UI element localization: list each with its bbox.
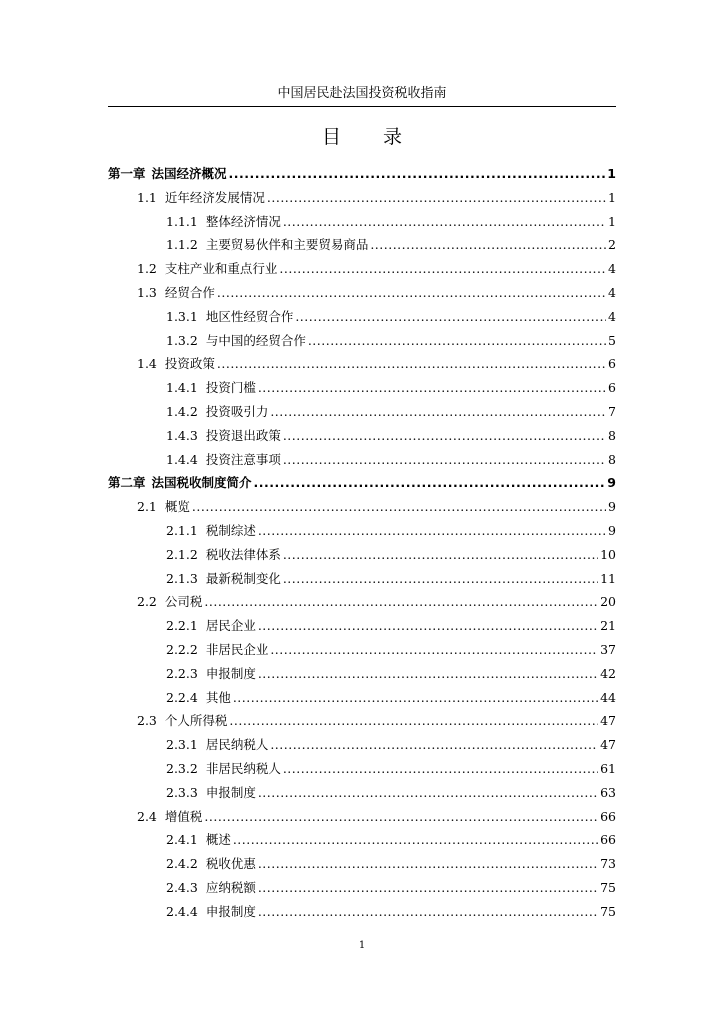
toc-entry-number: 2.3.3 <box>166 784 198 800</box>
toc-dot-leader <box>370 233 606 257</box>
toc-dot-leader <box>270 638 598 662</box>
toc-dot-leader <box>270 733 598 757</box>
toc-entry[interactable] <box>108 281 616 305</box>
toc-dot-leader <box>258 781 598 805</box>
toc-entry-number: 2.4 <box>137 808 157 824</box>
toc-entry[interactable] <box>108 543 616 567</box>
toc-entry-title: 应纳税额 <box>205 879 256 895</box>
toc-entry-page: 37 <box>600 641 616 657</box>
toc-entry-number: 1.3.2 <box>166 332 198 348</box>
toc-dot-leader <box>258 876 598 900</box>
toc-dot-leader <box>258 852 598 876</box>
toc-entry-page: 75 <box>600 903 616 919</box>
toc-entry[interactable] <box>108 376 616 400</box>
toc-entry-number: 1.3.1 <box>166 308 198 324</box>
toc-entry[interactable] <box>108 876 616 900</box>
toc-entry-title: 概览 <box>164 499 190 515</box>
toc-dot-leader <box>283 448 606 472</box>
toc-entry-number: 1.4.2 <box>166 403 198 419</box>
toc-entry-page: 61 <box>600 760 616 776</box>
toc-dot-leader <box>258 662 598 686</box>
toc-entry-number: 1.4 <box>137 356 157 372</box>
toc-entry-number: 2.3 <box>137 713 157 729</box>
toc-dot-leader <box>279 257 606 281</box>
toc-entry-title: 法国税收制度简介 <box>151 475 252 491</box>
toc-dot-leader <box>258 519 606 543</box>
toc-entry[interactable] <box>108 709 616 733</box>
toc-dot-leader <box>283 567 598 591</box>
toc-dot-leader <box>258 900 598 924</box>
toc-entry-number: 第一章 <box>108 166 146 181</box>
toc-dot-leader <box>217 352 606 376</box>
toc-entry[interactable] <box>108 686 616 710</box>
toc-entry-page: 1 <box>607 166 616 181</box>
toc-entry[interactable] <box>108 805 616 829</box>
toc-entry-title: 非居民企业 <box>205 641 269 657</box>
toc-dot-leader <box>283 757 598 781</box>
toc-entry-title: 整体经济情况 <box>205 213 281 229</box>
toc-entry[interactable] <box>108 828 616 852</box>
toc-entry[interactable] <box>108 733 616 757</box>
toc-entry-number: 2.4.1 <box>166 832 198 848</box>
toc-entry-title: 居民纳税人 <box>205 737 269 753</box>
toc-entry-page: 73 <box>600 856 616 872</box>
toc-entry[interactable] <box>108 186 616 210</box>
toc-entry-page: 1 <box>608 189 616 205</box>
toc-entry-title: 申报制度 <box>205 665 256 681</box>
toc-entry-number: 2.1.1 <box>166 522 198 538</box>
toc-dot-leader <box>258 376 606 400</box>
toc-entry-number: 2.1.2 <box>166 546 198 562</box>
toc-entry-page: 21 <box>600 618 616 634</box>
toc-entry-title: 最新税制变化 <box>205 570 281 586</box>
toc-entry-title: 投资门槛 <box>205 380 256 396</box>
toc-dot-leader <box>254 471 606 495</box>
toc-entry-title: 经贸合作 <box>164 284 215 300</box>
toc-entry-number: 2.4.4 <box>166 903 198 919</box>
toc-entry-number: 2.4.2 <box>166 856 198 872</box>
toc-entry-title: 投资退出政策 <box>205 427 281 443</box>
toc-entry-title: 支柱产业和重点行业 <box>164 261 278 277</box>
toc-entry-page: 66 <box>600 832 616 848</box>
toc-entry-title: 法国经济概况 <box>151 166 227 181</box>
toc-entry[interactable] <box>108 852 616 876</box>
toc-entry-page: 5 <box>608 332 616 348</box>
toc-entry[interactable] <box>108 162 616 186</box>
toc-entry[interactable] <box>108 233 616 257</box>
toc-entry-title: 投资吸引力 <box>205 403 269 419</box>
toc-dot-leader <box>229 709 598 733</box>
toc-entry-number: 1.1 <box>137 189 157 205</box>
toc-entry[interactable] <box>108 567 616 591</box>
toc-entry-number: 2.4.3 <box>166 879 198 895</box>
toc-entry[interactable] <box>108 329 616 353</box>
toc-entry-title: 申报制度 <box>205 784 256 800</box>
toc-entry[interactable] <box>108 638 616 662</box>
toc-dot-leader <box>192 495 606 519</box>
toc-entry-page: 10 <box>600 546 616 562</box>
toc-entry-number: 2.3.2 <box>166 760 198 776</box>
toc-entry-title: 非居民纳税人 <box>205 760 281 776</box>
toc-entry[interactable] <box>108 424 616 448</box>
toc-entry-page: 7 <box>608 403 616 419</box>
toc-entry-title: 投资注意事项 <box>205 451 281 467</box>
toc-entry[interactable] <box>108 900 616 924</box>
toc-entry-page: 20 <box>600 594 616 610</box>
toc-entry-page: 9 <box>608 522 616 538</box>
toc-entry-page: 8 <box>608 451 616 467</box>
toc-entry-title: 公司税 <box>164 594 203 610</box>
toc-entry[interactable] <box>108 257 616 281</box>
toc-entry-number: 2.2.3 <box>166 665 198 681</box>
toc-dot-leader <box>283 424 606 448</box>
toc-dot-leader <box>295 305 606 329</box>
toc-entry-title: 个人所得税 <box>164 713 228 729</box>
toc-entry-page: 2 <box>608 237 616 253</box>
toc-entry-page: 42 <box>600 665 616 681</box>
toc-entry-number: 2.2.4 <box>166 689 198 705</box>
toc-entry-number: 2.2.1 <box>166 618 198 634</box>
toc-entry-title: 税收法律体系 <box>205 546 281 562</box>
toc-entry-number: 1.4.4 <box>166 451 198 467</box>
toc-entry-page: 66 <box>600 808 616 824</box>
toc-dot-leader <box>308 329 606 353</box>
toc-dot-leader <box>233 828 598 852</box>
table-of-contents <box>108 162 616 924</box>
toc-entry-page: 4 <box>608 261 616 277</box>
toc-entry-page: 9 <box>608 499 616 515</box>
toc-entry-number: 2.3.1 <box>166 737 198 753</box>
toc-entry[interactable] <box>108 757 616 781</box>
toc-entry-number: 1.2 <box>137 261 157 277</box>
toc-dot-leader <box>229 162 606 186</box>
toc-entry-title: 概述 <box>205 832 231 848</box>
toc-dot-leader <box>204 590 598 614</box>
toc-entry-page: 4 <box>608 284 616 300</box>
header-rule <box>108 106 616 107</box>
toc-entry-number: 2.2.2 <box>166 641 198 657</box>
toc-entry-page: 1 <box>608 213 616 229</box>
toc-entry-page: 6 <box>608 380 616 396</box>
toc-title: 目 录 <box>321 126 421 148</box>
running-header: 中国居民赴法国投资税收指南 <box>277 86 447 101</box>
toc-dot-leader <box>267 186 606 210</box>
toc-dot-leader <box>258 614 598 638</box>
toc-entry[interactable] <box>108 210 616 234</box>
toc-entry-title: 税制综述 <box>205 522 256 538</box>
toc-entry[interactable] <box>108 662 616 686</box>
toc-entry-title: 地区性经贸合作 <box>205 308 294 324</box>
page-number: 1 <box>358 940 366 951</box>
toc-entry-title: 近年经济发展情况 <box>164 189 265 205</box>
toc-entry[interactable] <box>108 471 616 495</box>
toc-entry-number: 1.4.3 <box>166 427 198 443</box>
toc-entry-title: 税收优惠 <box>205 856 256 872</box>
toc-entry-page: 47 <box>600 713 616 729</box>
toc-entry-title: 投资政策 <box>164 356 215 372</box>
toc-entry-number: 1.1.1 <box>166 213 198 229</box>
toc-dot-leader <box>283 543 598 567</box>
toc-entry-number: 2.1 <box>137 499 157 515</box>
toc-dot-leader <box>270 400 606 424</box>
toc-entry-page: 9 <box>607 475 616 491</box>
toc-dot-leader <box>233 686 598 710</box>
toc-entry-title: 增值税 <box>164 808 203 824</box>
toc-entry-page: 6 <box>608 356 616 372</box>
toc-entry-title: 其他 <box>205 689 231 705</box>
toc-entry-number: 1.4.1 <box>166 380 198 396</box>
toc-entry-number: 1.3 <box>137 284 157 300</box>
toc-entry-number: 1.1.2 <box>166 237 198 253</box>
toc-entry[interactable] <box>108 352 616 376</box>
toc-entry-page: 63 <box>600 784 616 800</box>
toc-entry[interactable] <box>108 495 616 519</box>
toc-entry-page: 8 <box>608 427 616 443</box>
toc-entry-title: 与中国的经贸合作 <box>205 332 306 348</box>
toc-entry[interactable] <box>108 400 616 424</box>
toc-entry-page: 44 <box>600 689 616 705</box>
toc-entry[interactable] <box>108 614 616 638</box>
toc-dot-leader <box>217 281 606 305</box>
toc-entry-title: 申报制度 <box>205 903 256 919</box>
toc-entry-page: 47 <box>600 737 616 753</box>
toc-entry[interactable] <box>108 305 616 329</box>
toc-entry-number: 第二章 <box>108 475 146 491</box>
toc-entry[interactable] <box>108 519 616 543</box>
toc-entry-number: 2.1.3 <box>166 570 198 586</box>
toc-entry-page: 11 <box>600 570 616 586</box>
toc-entry-page: 75 <box>600 879 616 895</box>
toc-entry[interactable] <box>108 590 616 614</box>
toc-entry-title: 居民企业 <box>205 618 256 634</box>
toc-dot-leader <box>204 805 598 829</box>
toc-entry-page: 4 <box>608 308 616 324</box>
toc-entry-number: 2.2 <box>137 594 157 610</box>
toc-dot-leader <box>283 210 606 234</box>
toc-entry[interactable] <box>108 781 616 805</box>
toc-entry[interactable] <box>108 448 616 472</box>
toc-entry-title: 主要贸易伙伴和主要贸易商品 <box>205 237 369 253</box>
